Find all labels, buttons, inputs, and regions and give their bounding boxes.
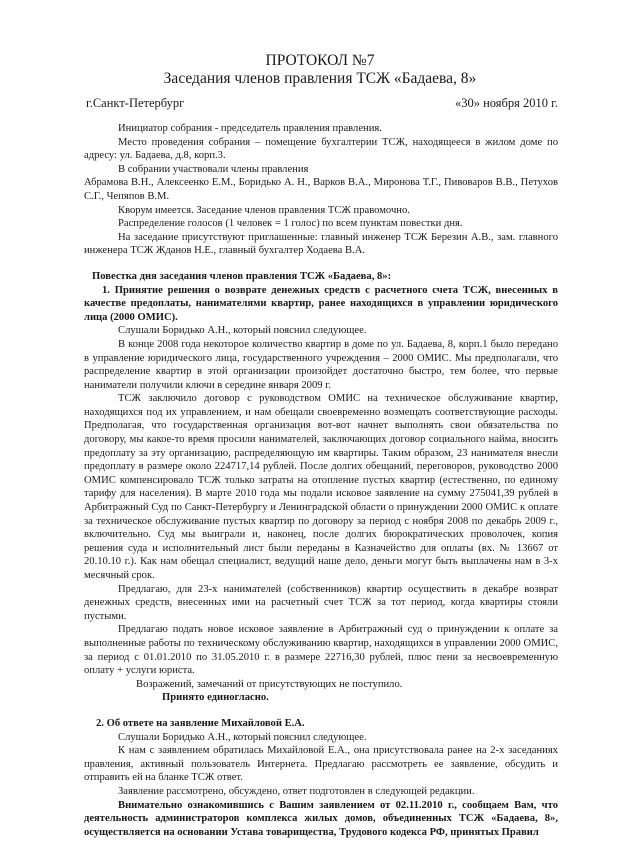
item-1-paragraph-4: Предлагаю подать новое исковое заявление в Арбитражный суд о принуждении к оплате за выполненные работы по техническому обслуживанию квартир, находящихся в управлении 2000 ОМИС, за период с 01.01.2010 по 31.05.2010 г. в размере 22716,30 рублей, плюс пени за несвоевременную оплату + услуги юриста. bbox=[84, 624, 558, 677]
invited-line: На заседание присутствуют приглашенные: главный инженер ТСЖ Березин А.В., зам. главного инженера ТСЖ Жданов Н.Е., главный бухгалтер Ходаева В.А. bbox=[84, 231, 558, 257]
agenda-item-1-heading: 1. Принятие решения о возврате денежных средств с расчетного счета ТСЖ, внесенных в качестве предоплаты, нанимателями квартир, ранее находящихся в управлении юридического лица (2000 ОМИС). bbox=[84, 284, 558, 323]
protocol-title: ПРОТОКОЛ №7 bbox=[265, 52, 375, 69]
item-1-paragraph-3: Предлагаю, для 23-х нанимателей (собственников) квартир осуществить в декабре возврат денежных средств, внесенных ими на расчетный счет ТСЖ за тот период, когда квартиры стояли пустыми. bbox=[84, 583, 558, 622]
members-list: Абрамова В.Н., Алексеенко Е.М., Боридько А. Н., Варков В.А., Миронова Т.Г., Пивоваров В.В., Петухов С.Г., Чепяпов В.М. bbox=[84, 177, 558, 202]
votes-line: Распределение голосов (1 человек = 1 голос) по всем пунктам повестки дня. bbox=[118, 218, 463, 230]
item-2-paragraph-1: К нам с заявлением обратилась Михайловой Е.А., она присутствовала ранее на 2-х заседаниях правления, активный пользователь Интернета. Предлагаю рассмотреть ее заявление, обсудить и отправить ей на бланке ТСЖ ответ. bbox=[84, 745, 558, 784]
agenda-title: Повестка дня заседания членов правления ТСЖ «Бадаева, 8»: bbox=[92, 270, 392, 282]
item-1-objections: Возражений, замечаний от присутствующих не поступило. bbox=[136, 678, 403, 690]
item-1-paragraph-2: ТСЖ заключило договор с руководством ОМИС на техническое обслуживание квартир, находящихся под их управлением, и нам обещали своевременно возмещать соответствующие расходы. Предполагая, что государственная организация вот-вот начнет выполнять свои обязательства по договору, мы какое-то время просили нанимателей, заключающих договор социального найма, вносить предоплату за эту организацию, распределяющую им квартиры. Таким образом, 23 нанимателя внесли предоплату в размере около 224717,14 рублей. После долгих обещаний, переговоров, руководство 2000 ОМИС компенсировало ТСЖ только затраты на отопление пустых квартир (естественно, по единому тарифу для населения). В марте 2010 года мы подали исковое заявление на сумму 275041,39 рублей в Арбитражный Суд по Санкт-Петербургу и Ленинградской области о принуждении 2000 ОМИС к оплате за техническое обслуживание пустых квартир по договору за период с ноября 2008 по декабрь 2009 г., включительно. Суд мы выиграли и, наконец, после долгих бюрократических проволочек, копия решения суда и исполнительный лист были переданы в Казначейство для оплаты (вх. № 13667 от 20.10.10 г.). Как нам обещал специалист, ведущий наше дело, деньги могут быть выплачены нам в 3-х месячный срок. bbox=[84, 393, 558, 581]
item-1-heard: Слушали Боридько А.Н., который пояснил следующее. bbox=[118, 325, 367, 337]
quorum-line: Кворум имеется. Заседание членов правления ТСЖ правомочно. bbox=[118, 204, 410, 216]
city: г.Санкт-Петербург bbox=[86, 96, 185, 110]
protocol-subtitle: Заседания членов правления ТСЖ «Бадаева, 8» bbox=[163, 70, 477, 87]
agenda-item-2-heading: 2. Об ответе на заявление Михайловой Е.А. bbox=[96, 717, 305, 729]
date: «30» ноября 2010 г. bbox=[454, 96, 558, 110]
item-2-heard: Слушали Боридько А.Н., который пояснил следующее. bbox=[118, 731, 367, 743]
item-2-paragraph-2: Заявление рассмотрено, обсуждено, ответ подготовлен в следующей редакции. bbox=[118, 785, 475, 797]
item-1-paragraph-1: В конце 2008 года некоторое количество квартир в доме по ул. Бадаева, 8, корп.1 было передано в управление юридического лица, государственного учреждения – 2000 ОМИС. Мы предполагали, что распределение квартир в этой организации произойдет достаточно быстро, тем более, что первые наниматели получили ключи в середине января 2009 г. bbox=[84, 338, 558, 391]
item-2-answer: Внимательно ознакомившись с Вашим заявлением от 02.11.2010 г., сообщаем Вам, что деятельность администраторов комплекса жилых домов, объединенных ТСЖ «Бадаева, 8», осуществляется на основании Устава товарищества, Трудового кодекса РФ, принятых Правил bbox=[84, 799, 558, 838]
protocol-body bbox=[84, 122, 558, 839]
initiator-line: Инициатор собрания - председатель правления правления. bbox=[118, 123, 382, 134]
members-intro: В собрании участвовали члены правления bbox=[118, 163, 309, 175]
item-1-accepted: Принято единогласно. bbox=[162, 692, 269, 704]
place-line: Место проведения собрания – помещение бухгалтерии ТСЖ, находящееся в жилом доме по адресу: ул. Бадаева, д.8, корп.3. bbox=[84, 136, 558, 162]
